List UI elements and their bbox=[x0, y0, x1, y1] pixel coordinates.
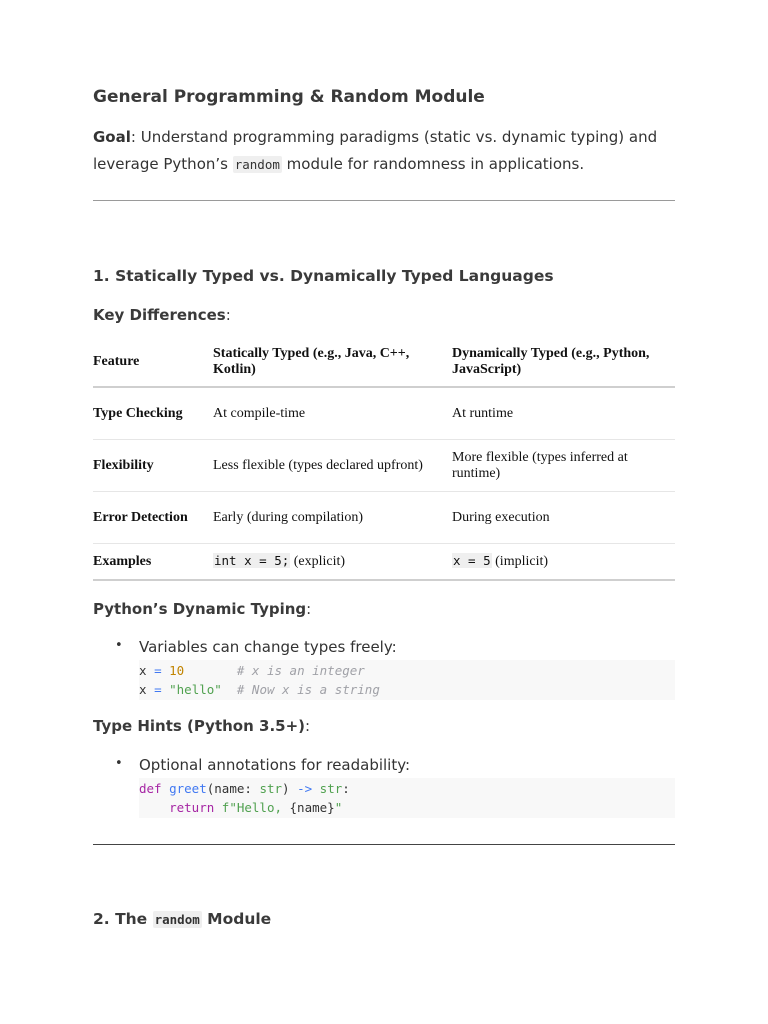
dynamic-example-code: x = 5 bbox=[453, 553, 491, 568]
code-fstring: f"Hello, bbox=[221, 799, 290, 815]
table-row bbox=[93, 440, 675, 492]
divider-top bbox=[93, 200, 675, 201]
table-cell-dynamic: At runtime bbox=[452, 387, 675, 440]
code-paren: ) bbox=[282, 781, 298, 796]
code-arrow: -> bbox=[297, 781, 313, 796]
table-header-cell: Feature bbox=[93, 338, 213, 387]
code-comment: # Now x is a string bbox=[236, 681, 380, 697]
code-padding bbox=[222, 682, 237, 697]
code-keyword: def bbox=[139, 781, 162, 796]
code-var: x bbox=[139, 663, 147, 678]
section-1-heading: 1. Statically Typed vs. Dynamically Typed Languages bbox=[93, 267, 554, 285]
table-cell-dynamic: More flexible (types inferred at runtime) bbox=[452, 440, 675, 492]
static-example-code: int x = 5; bbox=[214, 553, 290, 568]
table-row bbox=[93, 544, 675, 581]
table-header-cell: Statically Typed (e.g., Java, C++, Kotlin) bbox=[213, 338, 452, 387]
type-hints-colon: : bbox=[305, 717, 311, 735]
table-cell-static bbox=[213, 544, 452, 581]
key-differences-heading bbox=[93, 306, 231, 324]
code-interpolation: {name} bbox=[289, 799, 335, 815]
code-type: str bbox=[259, 781, 283, 796]
list-item bbox=[93, 638, 675, 656]
code-padding bbox=[184, 663, 237, 678]
table-row bbox=[93, 492, 675, 544]
code-fstring-end: " bbox=[334, 799, 343, 815]
dynamic-typing-list bbox=[93, 638, 675, 656]
code-comment: # x is an integer bbox=[236, 663, 365, 678]
code-operator: = bbox=[154, 681, 162, 697]
list-item-text: Variables can change types freely: bbox=[139, 638, 397, 656]
type-hints-list bbox=[93, 756, 675, 774]
goal-text-after: module for randomness in applications. bbox=[281, 155, 585, 173]
table-cell-static: Less flexible (types declared upfront) bbox=[213, 440, 452, 492]
code-line bbox=[139, 682, 380, 697]
code-var: x bbox=[139, 681, 147, 697]
table-header-row bbox=[93, 338, 675, 387]
code-colon: : bbox=[342, 781, 350, 796]
static-example-note: (explicit) bbox=[290, 554, 346, 569]
table-row bbox=[93, 387, 675, 440]
goal-paragraph bbox=[93, 124, 675, 178]
bullet-icon: • bbox=[115, 638, 123, 653]
dynamic-typing-colon: : bbox=[306, 600, 312, 618]
type-hints-code-block bbox=[139, 778, 675, 818]
dynamic-typing-code-block bbox=[139, 660, 675, 700]
page-title: General Programming & Random Module bbox=[93, 87, 485, 107]
table-cell-static: At compile-time bbox=[213, 387, 452, 440]
bullet-icon: • bbox=[115, 756, 123, 771]
table-cell-static: Early (during compilation) bbox=[213, 492, 452, 544]
type-hints-heading bbox=[93, 717, 310, 735]
section-2-suffix: Module bbox=[201, 910, 272, 928]
table-cell-feature: Type Checking bbox=[93, 387, 213, 440]
section-2-prefix: 2. The bbox=[93, 910, 153, 928]
code-line bbox=[139, 800, 342, 815]
code-line bbox=[139, 781, 350, 796]
code-params: (name: bbox=[206, 781, 260, 796]
goal-text-before: : Understand programming paradigms (static vs. dynamic typing) and leverage Python’s bbox=[93, 128, 658, 173]
code-string: "hello" bbox=[169, 681, 222, 697]
dynamic-typing-label: Python’s Dynamic Typing bbox=[93, 600, 307, 618]
table-cell-dynamic: During execution bbox=[452, 492, 675, 544]
key-differences-label: Key Differences bbox=[93, 306, 226, 324]
table-cell-dynamic bbox=[452, 544, 675, 581]
dynamic-typing-heading bbox=[93, 600, 311, 618]
code-function-name: greet bbox=[169, 781, 207, 796]
code-indent bbox=[139, 800, 169, 815]
key-differences-colon: : bbox=[225, 306, 231, 324]
code-keyword: return bbox=[169, 799, 215, 815]
code-type: str bbox=[319, 781, 343, 796]
list-item bbox=[93, 756, 675, 774]
table-cell-feature: Error Detection bbox=[93, 492, 213, 544]
code-line bbox=[139, 663, 365, 678]
table-cell-feature: Examples bbox=[93, 544, 213, 581]
list-item-text: Optional annotations for readability: bbox=[139, 756, 411, 774]
code-number: 10 bbox=[169, 663, 185, 678]
section-2-heading bbox=[93, 910, 271, 928]
divider-bottom bbox=[93, 844, 675, 845]
comparison-table bbox=[93, 338, 675, 581]
goal-inline-code: random bbox=[234, 157, 280, 172]
section-2-inline-code: random bbox=[154, 912, 200, 927]
table-cell-feature: Flexibility bbox=[93, 440, 213, 492]
code-operator: = bbox=[154, 663, 162, 678]
goal-label: Goal bbox=[93, 128, 131, 146]
dynamic-example-note: (implicit) bbox=[491, 554, 549, 569]
table-header-cell: Dynamically Typed (e.g., Python, JavaScript) bbox=[452, 338, 675, 387]
type-hints-label: Type Hints (Python 3.5+) bbox=[93, 717, 306, 735]
